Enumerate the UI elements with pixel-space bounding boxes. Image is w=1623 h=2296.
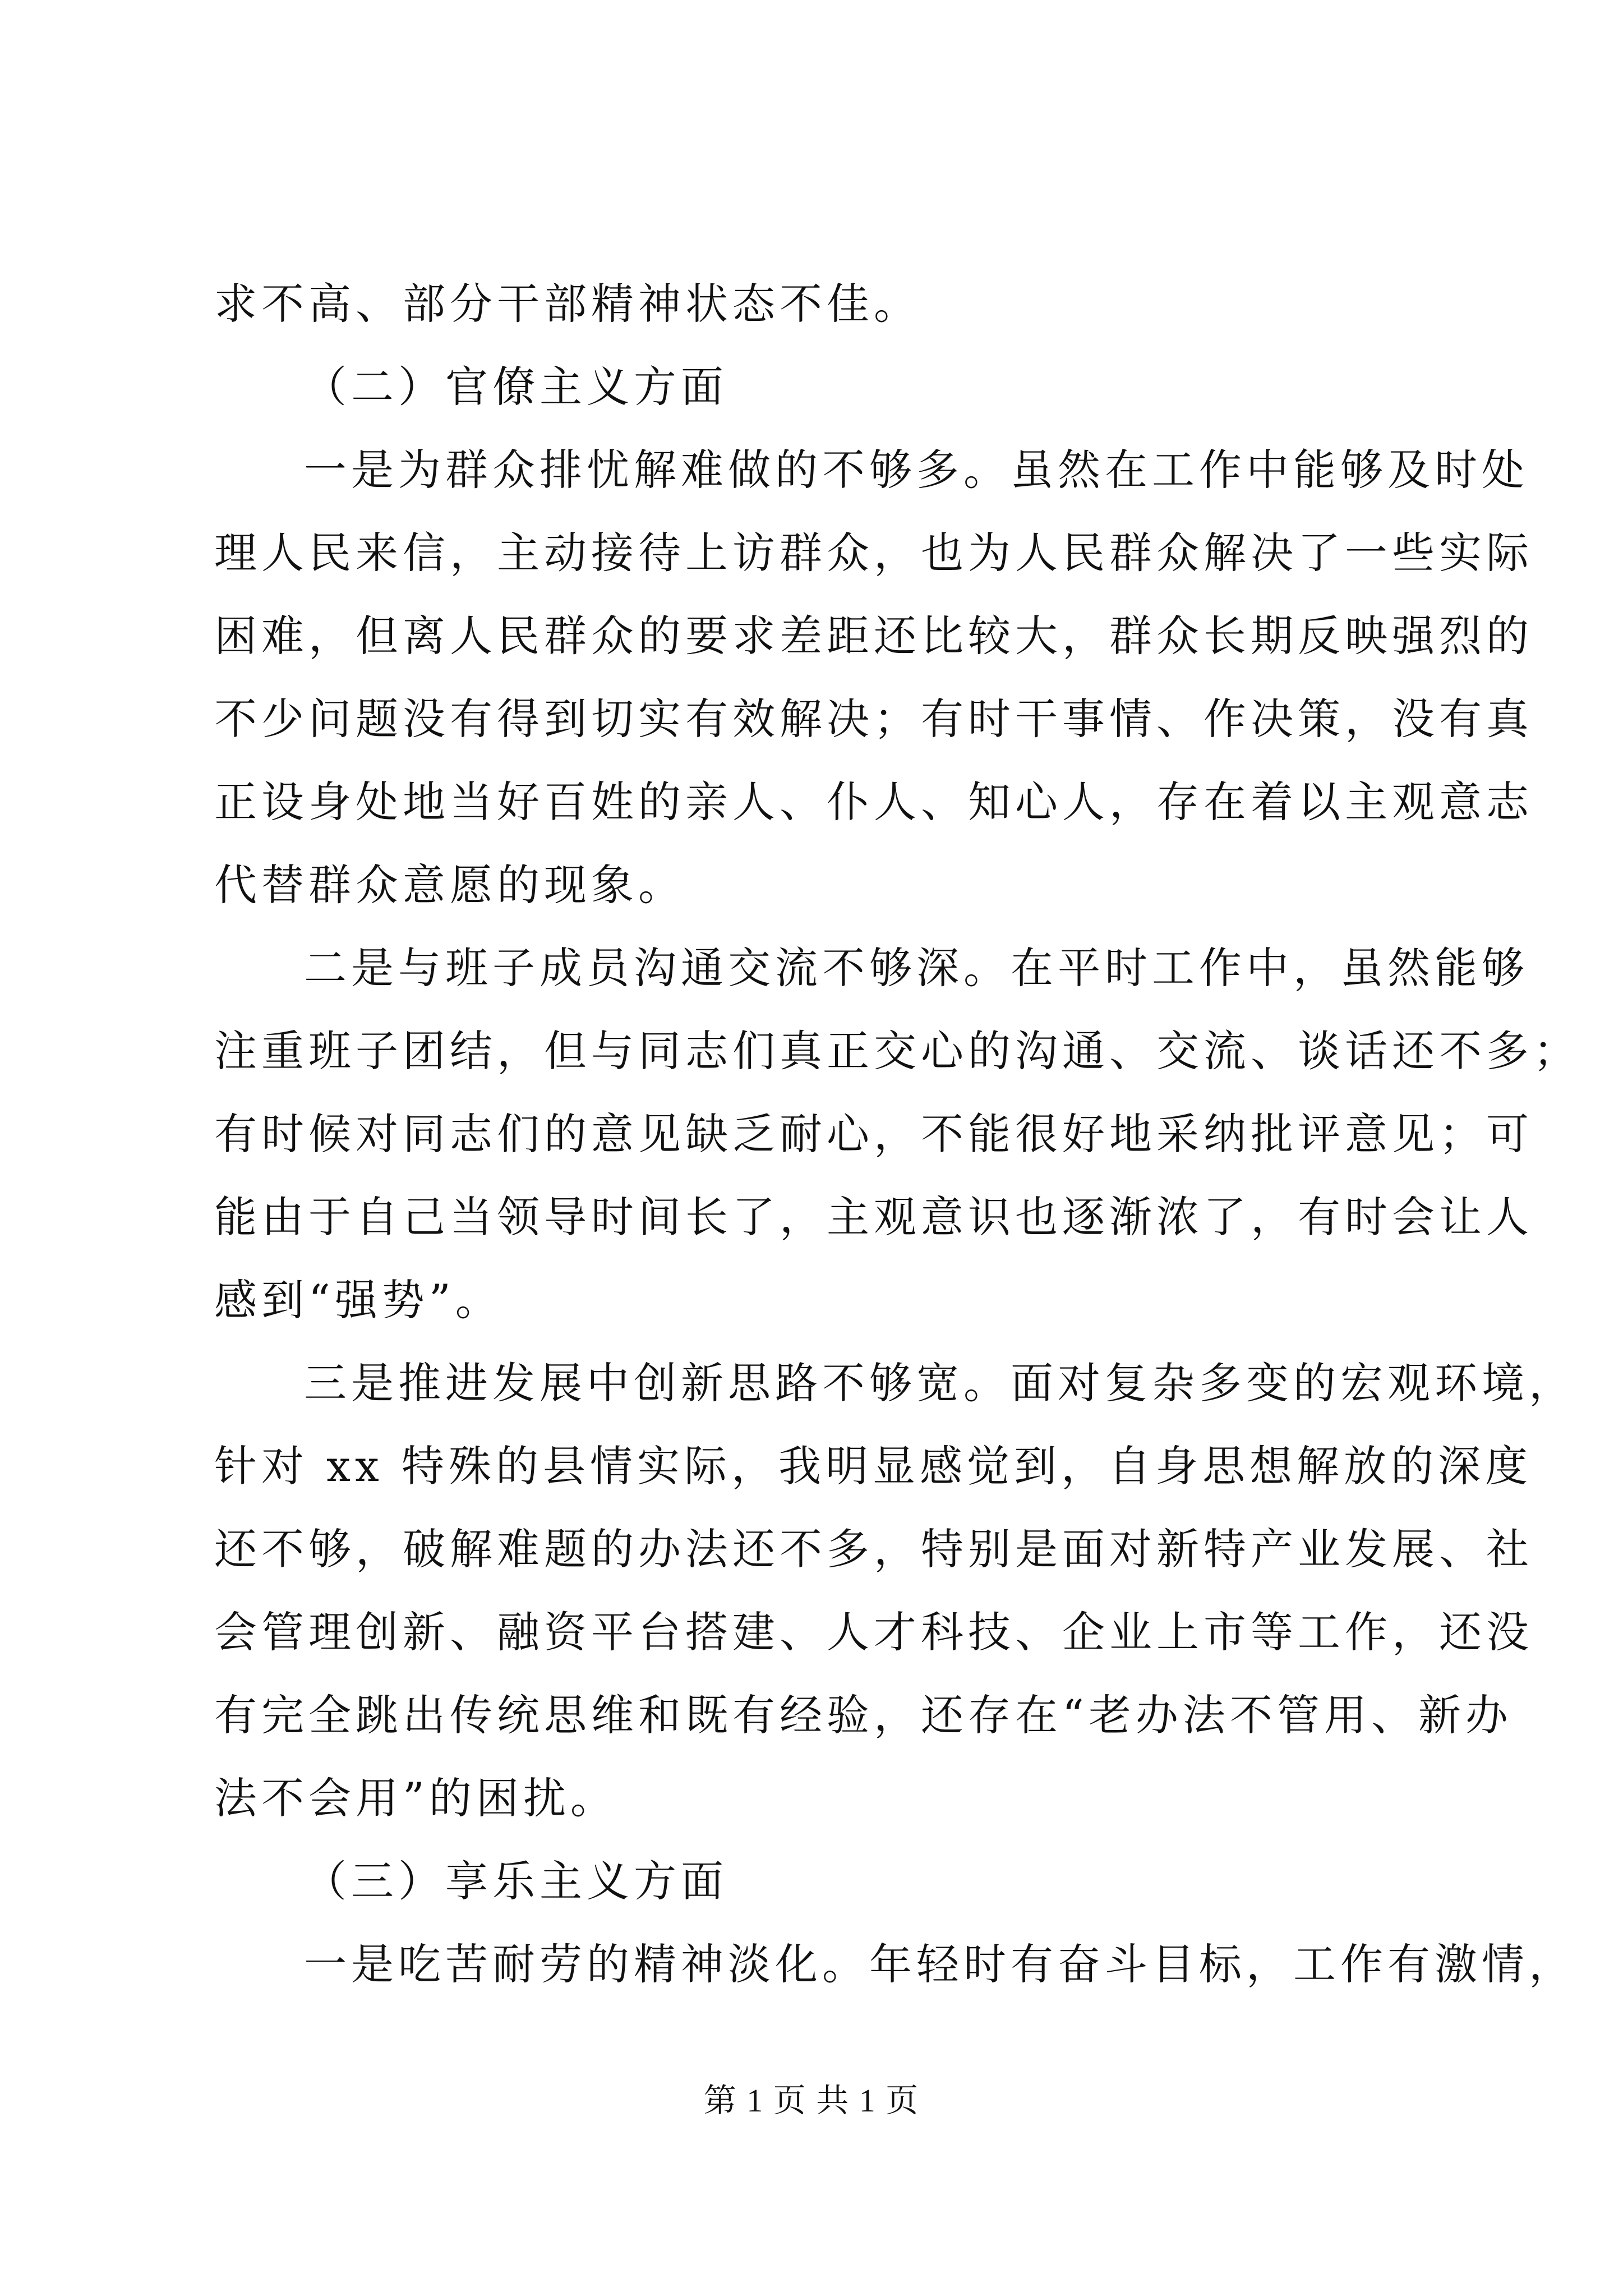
document-body [214, 263, 1580, 2006]
text-line: 有时候对同志们的意见缺乏耐心，不能很好地采纳批评意见；可 [214, 1109, 1533, 1159]
text-line: 一是为群众排忧解难做的不够多。虽然在工作中能够及时处 [304, 445, 1529, 495]
text-line: （二）官僚主义方面 [304, 362, 728, 412]
text-line: 三是推进发展中创新思路不够宽。面对复杂多变的宏观环境， [304, 1358, 1576, 1408]
text-line: 针对 xx 特殊的县情实际，我明显感觉到，自身思想解放的深度 [214, 1441, 1533, 1491]
text-line: 还不够，破解难题的办法还不多，特别是面对新特产业发展、社 [214, 1524, 1533, 1574]
text-line: 二是与班子成员沟通交流不够深。在平时工作中，虽然能够 [304, 943, 1529, 993]
text-line: （三）享乐主义方面 [304, 1856, 728, 1906]
page-footer: 第 1 页 共 1 页 [703, 2082, 920, 2119]
text-line: 注重班子团结，但与同志们真正交心的沟通、交流、谈话还不多； [214, 1026, 1580, 1076]
text-line: 会管理创新、融资平台搭建、人才科技、企业上市等工作，还没 [214, 1607, 1533, 1657]
text-line: 一是吃苦耐劳的精神淡化。年轻时有奋斗目标，工作有激情， [304, 1939, 1576, 1989]
text-line: 法不会用”的困扰。 [214, 1773, 617, 1823]
text-line: 代替群众意愿的现象。 [214, 860, 685, 910]
text-line: 困难，但离人民群众的要求差距还比较大，群众长期反映强烈的 [214, 611, 1533, 661]
text-line: 不少问题没有得到切实有效解决；有时干事情、作决策，没有真 [214, 694, 1533, 744]
text-line: 感到“强势”。 [214, 1275, 502, 1325]
text-line: 理人民来信，主动接待上访群众，也为人民群众解决了一些实际 [214, 528, 1533, 578]
text-line: 正设身处地当好百姓的亲人、仆人、知心人，存在着以主观意志 [214, 777, 1533, 827]
text-line: 有完全跳出传统思维和既有经验，还存在“老办法不管用、新办 [214, 1690, 1513, 1740]
text-line: 求不高、部分干部精神状态不佳。 [214, 279, 921, 329]
text-line: 能由于自己当领导时间长了，主观意识也逐渐浓了，有时会让人 [214, 1192, 1533, 1242]
